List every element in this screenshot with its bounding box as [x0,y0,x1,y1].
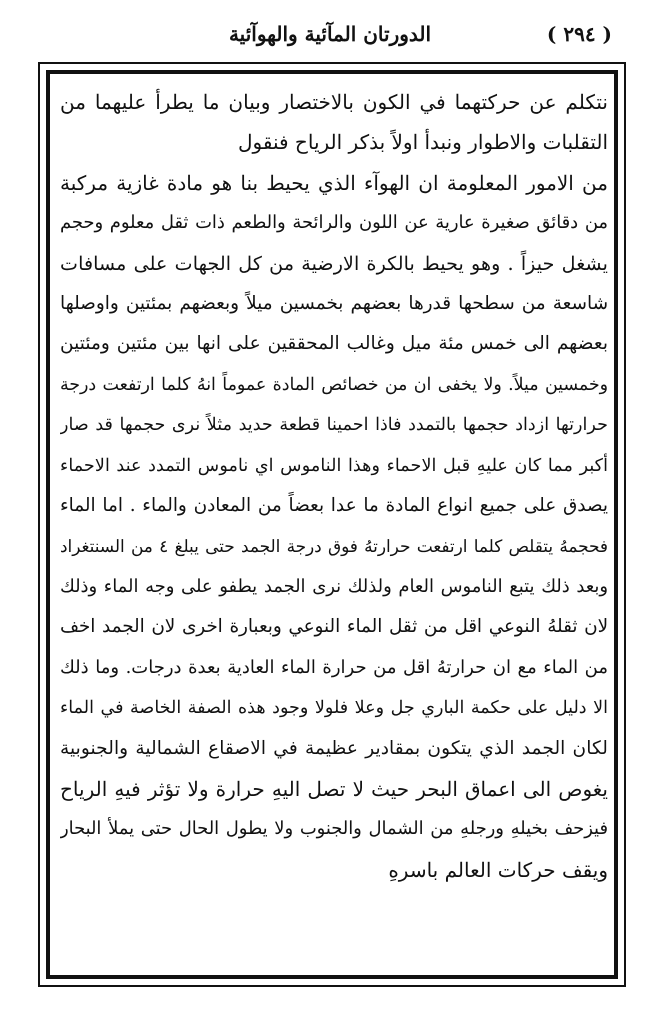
text-line: من الامور المعلومة ان الهوآء الذي يحيط بنا هو مادة غازية مركبة [60,170,608,195]
text-line: من الماء مع ان حرارتهُ اقل من حرارة الماء العادية بعدة درجات. وما ذلك [60,656,608,678]
text-line: لان ثقلهُ النوعي اقل من ثقل الماء النوعي وبعبارة اخرى لان الجمد اخف [60,616,608,638]
body-text [60,82,608,972]
text-line: يشغل حيزاً . وهو يحيط بالكرة الارضية من كل الجهات على مسافات [60,251,608,275]
text-line: وخمسين ميلاً. ولا يخفى ان من خصائص المادة عموماً انهُ كلما ارتفعت درجة [60,374,608,395]
text-line: يغوص الى اعماق البحر حيث لا تصل اليهِ حرارة ولا تؤثر فيهِ الرياح [60,776,608,801]
text-line: بعضهم الى خمس مئة ميل وغالب المحققين على انها بين مئتين ومئتين [60,333,608,355]
text-line: فيزحف بخيلهِ ورجلهِ من الشمال والجنوب ولا يطول الحال حتى يملأ البحار [60,818,608,840]
page-number: ( ٢٩٤ ) [546,22,612,46]
text-line: التقلبات والاطوار ونبدأ اولاً بذكر الرياح فنقول [238,130,608,155]
text-line: من دقائق صغيرة عارية عن اللون والرائحة والطعم ذات ثقل معلوم وحجم [60,212,608,234]
text-line: شاسعة من سطحها قدرها بعضهم بخمسين ميلاً وبعضهم بمئتين واوصلها [60,293,608,315]
text-line: ويقف حركات العالم باسرهِ [388,857,608,882]
text-line: نتكلم عن حركتهما في الكون بالاختصار وبيان ما يطرأ عليهما من [60,90,608,114]
text-line: وبعد ذلك يتبع الناموس العام ولذلك نرى الجمد يطفو على وجه الماء وذلك [60,575,608,597]
text-line: يصدق على جميع انواع المادة ما عدا بعضاً من المعادن والماء . اما الماء [60,495,608,517]
running-title: الدورتان المآئية والهوآئية [228,22,432,46]
text-line: لكان الجمد الذي يتكون بمقادير عظيمة في الاصقاع الشمالية والجنوبية [60,737,608,759]
text-line: الا دليل على حكمة الباري جل وعلا فلولا وجود هذه الصفة الخاصة في الماء [60,698,608,719]
text-line: فحجمهُ يتقلص كلما ارتفعت حرارتهُ فوق درجة الجمد حتى يبلغ ٤ من السنتغراد [60,536,608,557]
page-header [40,12,620,52]
text-line: أكبر مما كان عليهِ قبل الاحماء وهذا الناموس اي ناموس التمدد عند الاحماء [60,455,608,476]
text-line: حرارتها ازداد حجمها بالتمدد فاذا احمينا قطعة حديد مثلاً نرى حجمها قد صار [60,415,608,436]
